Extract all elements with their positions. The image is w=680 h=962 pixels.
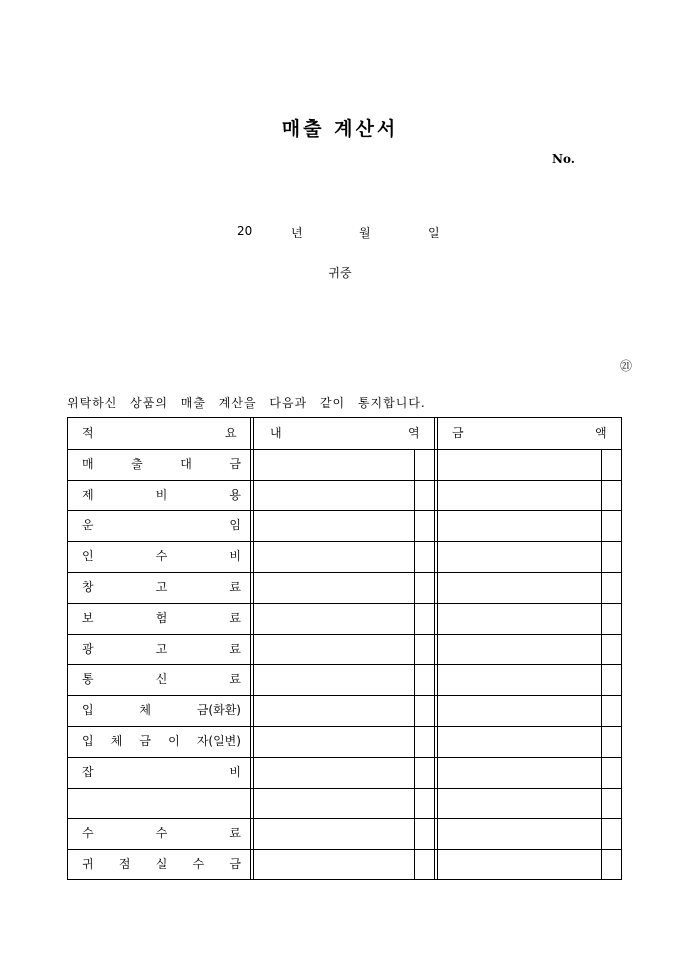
- header-amount-left: 금: [452, 426, 464, 440]
- table-row-label: [68, 480, 253, 510]
- label-char: 광: [82, 641, 94, 656]
- label-char: 수: [155, 826, 168, 841]
- table-row-label: [68, 788, 253, 818]
- column-divider: [253, 418, 254, 879]
- label-char: 료: [229, 610, 241, 625]
- table-row-label: [68, 726, 253, 756]
- label-char: 임: [229, 518, 241, 533]
- label-char: 입: [82, 734, 94, 748]
- label-char: 제: [82, 487, 94, 502]
- label-char: 운: [82, 518, 94, 533]
- label-char: 창: [82, 580, 94, 594]
- label-char: 점: [118, 857, 131, 872]
- label-char: 보: [82, 610, 94, 625]
- label-char: 인: [82, 549, 94, 564]
- label-char: 수: [192, 857, 205, 872]
- label-char: 료: [229, 580, 241, 594]
- label-char: 귀: [82, 857, 94, 872]
- label-char: 체: [110, 734, 123, 748]
- table-row-label: [68, 818, 253, 848]
- label-char: 고: [155, 580, 168, 594]
- document-number-label: No.: [552, 152, 575, 166]
- label-char: 금: [139, 734, 151, 748]
- table-row-label: [68, 572, 253, 602]
- label-char: 매: [82, 456, 94, 471]
- recipient-line: 귀중: [328, 266, 352, 280]
- table-row-label: [68, 449, 253, 479]
- label-char: 용: [229, 487, 241, 502]
- label-char: 금: [229, 857, 241, 872]
- label-char: 비: [155, 487, 168, 502]
- label-char: 비: [229, 549, 241, 564]
- label-char: 수: [155, 549, 168, 564]
- label-char: 료: [229, 826, 241, 841]
- label-char: 자(일변): [196, 734, 241, 748]
- label-char: 금(화환): [196, 703, 241, 718]
- label-char: 체: [139, 703, 152, 718]
- label-char: 이: [168, 734, 180, 748]
- date-month-label: 월: [359, 226, 371, 240]
- table-row-label: [68, 695, 253, 725]
- date-year-label: 년: [291, 226, 303, 240]
- header-amount-right: 액: [595, 426, 607, 440]
- seal-mark: ㉑: [620, 359, 633, 373]
- column-divider: [434, 418, 435, 879]
- ledger-table: [67, 417, 622, 880]
- header-detail-right: 역: [408, 426, 420, 440]
- sub-column-divider: [414, 449, 415, 879]
- label-char: 료: [229, 641, 241, 656]
- sub-column-divider: [601, 449, 602, 879]
- label-char: 금: [229, 456, 241, 471]
- table-row-label: [68, 510, 253, 540]
- label-char: 출: [131, 456, 143, 471]
- header-detail-left: 내: [270, 426, 282, 440]
- date-day-label: 일: [428, 226, 440, 240]
- label-char: 수: [82, 826, 94, 841]
- date-prefix: 20: [237, 224, 253, 238]
- label-char: 험: [155, 610, 168, 625]
- table-row-label: [68, 541, 253, 571]
- header-item-right: 요: [225, 426, 237, 440]
- table-row-label: [68, 757, 253, 787]
- label-char: 입: [82, 703, 94, 718]
- label-char: 고: [155, 641, 168, 656]
- table-row-label: [68, 603, 253, 633]
- table-row-label: [68, 664, 253, 694]
- label-char: 실: [155, 857, 168, 872]
- label-char: 잡: [82, 764, 94, 779]
- table-row-label: [68, 849, 253, 879]
- label-char: 대: [180, 456, 192, 471]
- document-title: 매출 계산서: [281, 118, 399, 140]
- column-divider: [437, 418, 438, 879]
- header-item-left: 적: [82, 426, 94, 440]
- date-row: [237, 224, 447, 240]
- label-char: 료: [229, 672, 241, 687]
- table-row-label: [68, 634, 253, 664]
- label-char: 통: [82, 672, 94, 687]
- label-char: 신: [155, 672, 168, 687]
- label-char: 비: [229, 764, 241, 779]
- notice-text: 위탁하신 상품의 매출 계산을 다음과 같이 통지합니다.: [67, 396, 426, 410]
